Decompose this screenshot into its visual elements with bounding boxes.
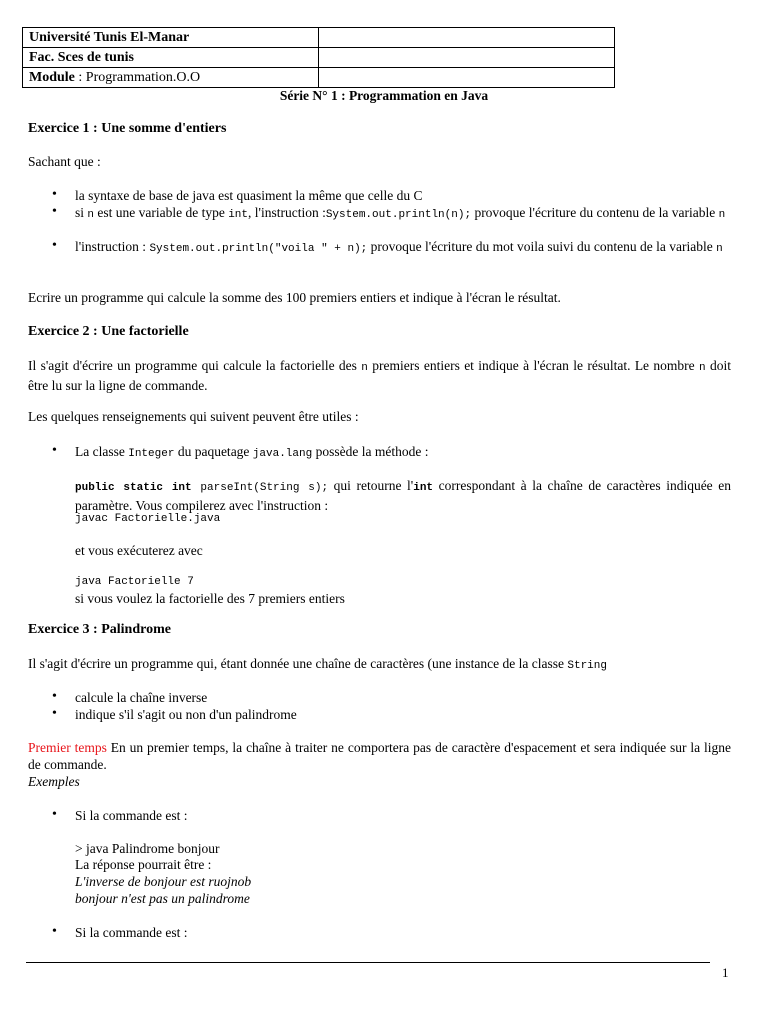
ex3-heading: Exercice 3 : Palindrome bbox=[28, 622, 171, 637]
ex3-output-1: L'inverse de bonjour est ruojnob bbox=[75, 874, 252, 889]
bullet-icon: • bbox=[52, 689, 57, 704]
bullet-icon: • bbox=[52, 924, 57, 939]
empty-cell bbox=[319, 28, 615, 48]
header-table bbox=[22, 27, 615, 88]
ex3-bullet-2: indique s'il s'agit ou non d'un palindrome bbox=[75, 707, 297, 722]
ex3-paragraph-1: Il s'agit d'écrire un programme qui, étant donnée une chaîne de caractères (une instance de la classe String bbox=[28, 656, 607, 672]
module-label: Module bbox=[29, 69, 75, 85]
university-name: Université Tunis El-Manar bbox=[29, 29, 190, 45]
ex2-bullet-1: La classe Integer du paquetage java.lang possède la méthode : bbox=[75, 444, 429, 460]
ex1-bullet-1: la syntaxe de base de java est quasiment la même que celle du C bbox=[75, 188, 423, 203]
module-cell bbox=[23, 68, 319, 88]
university-cell bbox=[23, 28, 319, 48]
faculty-cell bbox=[23, 48, 319, 68]
ex1-task: Ecrire un programme qui calcule la somme des 100 premiers entiers et indique à l'écran le résultat. bbox=[28, 290, 561, 305]
ex3-command-intro-2: Si la commande est : bbox=[75, 925, 188, 940]
ex3-response-intro: La réponse pourrait être : bbox=[75, 857, 212, 872]
ex2-exec-text: et vous exécuterez avec bbox=[75, 543, 203, 558]
ex2-heading: Exercice 2 : Une factorielle bbox=[28, 324, 189, 339]
ex3-examples-label: Exemples bbox=[28, 774, 80, 789]
header-row bbox=[23, 48, 615, 68]
bullet-icon: • bbox=[52, 187, 57, 202]
page-title: Série N° 1 : Programmation en Java bbox=[279, 88, 489, 103]
premier-temps-label: Premier temps bbox=[28, 740, 107, 755]
ex1-heading: Exercice 1 : Une somme d'entiers bbox=[28, 121, 227, 136]
footer-divider bbox=[26, 962, 710, 963]
empty-cell bbox=[319, 68, 615, 88]
ex3-output-2: bonjour n'est pas un palindrome bbox=[75, 891, 250, 906]
faculty-name: Fac. Sces de tunis bbox=[29, 49, 134, 65]
header-row bbox=[23, 28, 615, 48]
module-value: : Programmation.O.O bbox=[74, 69, 201, 85]
ex1-intro: Sachant que : bbox=[28, 154, 101, 169]
bullet-icon: • bbox=[52, 807, 57, 822]
bullet-icon: • bbox=[52, 443, 57, 458]
bullet-icon: • bbox=[52, 204, 57, 219]
empty-cell bbox=[319, 48, 615, 68]
ex2-signature: public static int parseInt(String s); qui retourne l'int correspondant à la chaîne de caractères indiquée en paramètre. Vous compilerez avec l'instruction : bbox=[75, 478, 731, 513]
ex3-command: > java Palindrome bonjour bbox=[75, 841, 220, 856]
header-row bbox=[23, 68, 615, 88]
ex3-bullet-1: calcule la chaîne inverse bbox=[75, 690, 208, 705]
bullet-icon: • bbox=[52, 238, 57, 253]
ex2-note: si vous voulez la factorielle des 7 premiers entiers bbox=[75, 591, 345, 606]
ex2-paragraph-1: Il s'agit d'écrire un programme qui calcule la factorielle des n premiers entiers et indique à l'écran le résultat. Le nombre n doit être lu sur la ligne de commande. bbox=[28, 358, 731, 393]
page-number: 1 bbox=[722, 965, 729, 980]
ex3-command-intro: Si la commande est : bbox=[75, 808, 188, 823]
bullet-icon: • bbox=[52, 706, 57, 721]
ex1-bullet-2: si n est une variable de type int, l'instruction :System.out.println(n); provoque l'écriture du contenu de la variable n bbox=[75, 205, 726, 221]
ex2-paragraph-2: Les quelques renseignements qui suivent peuvent être utiles : bbox=[28, 409, 359, 424]
ex2-compile-command: javac Factorielle.java bbox=[75, 513, 221, 525]
ex1-bullet-3: l'instruction : System.out.println("voila " + n); provoque l'écriture du mot voila suivi du contenu de la variable n bbox=[75, 239, 723, 255]
ex2-run-command: java Factorielle 7 bbox=[75, 576, 194, 588]
ex3-premier-temps: Premier temps En un premier temps, la chaîne à traiter ne comportera pas de caractère d'espacement et sera indiquée sur la ligne de commande. bbox=[28, 740, 731, 772]
